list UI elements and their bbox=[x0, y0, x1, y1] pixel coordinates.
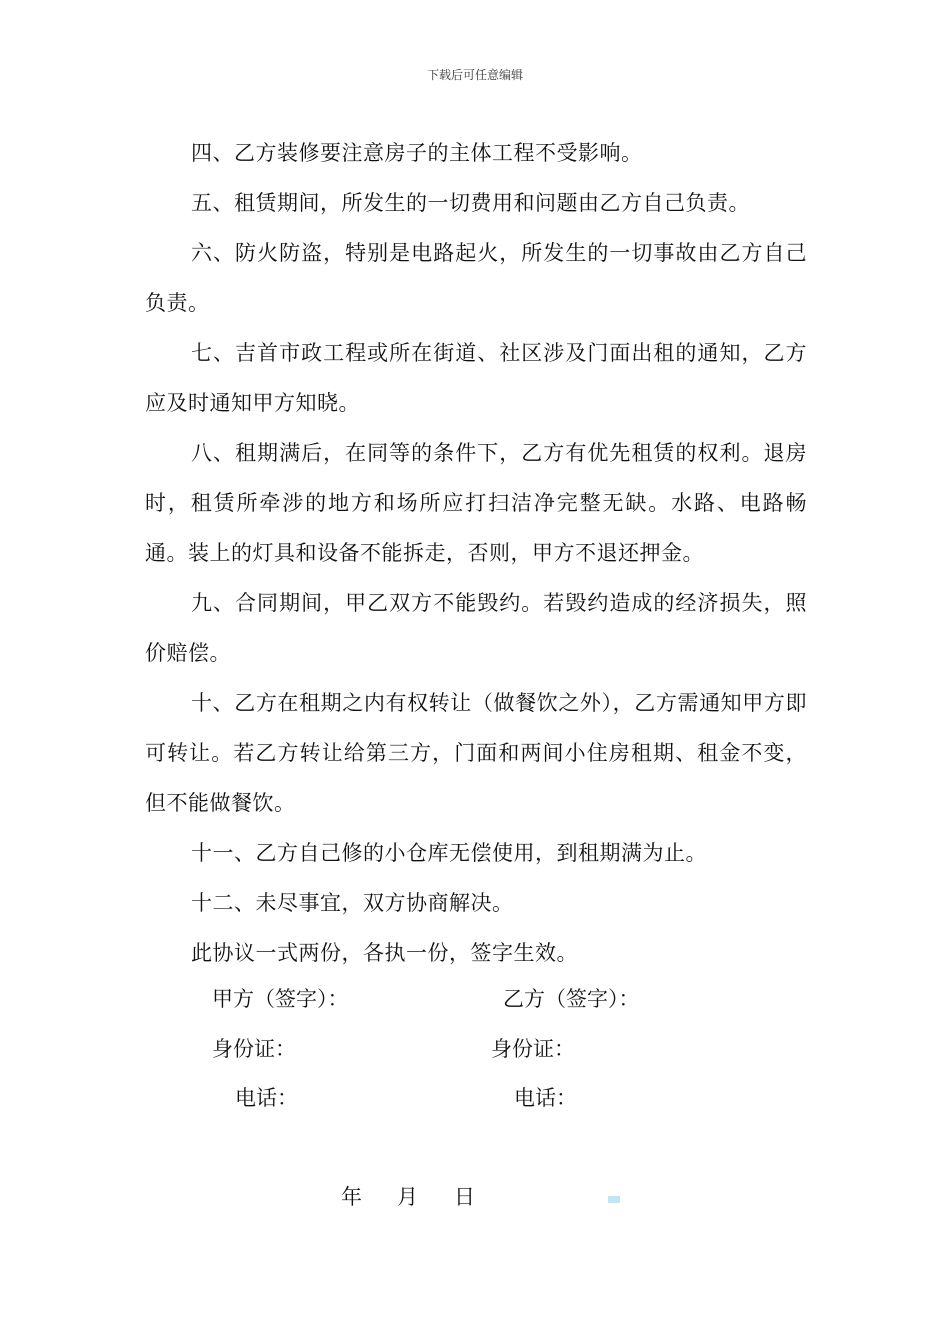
clause-8: 八、租期满后，在同等的条件下，乙方有优先租赁的权利。退房时，租赁所牵涉的地方和场所应打扫洁净完整无缺。水路、电路畅通。装上的灯具和设备不能拆走，否则，甲方不退还押金。 bbox=[145, 441, 807, 565]
clause-9: 九、合同期间，甲乙双方不能毁约。若毁约造成的经济损失，照价赔偿。 bbox=[145, 591, 807, 665]
page-header: 下载后可任意编辑 bbox=[426, 68, 523, 82]
contract-body bbox=[145, 128, 807, 978]
party-a-signature-label: 甲方（签字）： bbox=[212, 987, 349, 1011]
clause-5: 五、租赁期间，所发生的一切费用和问题由乙方自己负责。 bbox=[191, 191, 750, 215]
clause-4: 四、乙方装修要注意房子的主体工程不受影响。 bbox=[191, 141, 643, 165]
clause-11: 十一、乙方自己修的小仓库无偿使用，到租期满为止。 bbox=[191, 841, 707, 865]
party-a-phone-label: 电话： bbox=[235, 1086, 298, 1110]
marker-block bbox=[608, 1196, 620, 1203]
party-a-id-label: 身份证： bbox=[212, 1037, 296, 1061]
clause-12: 十二、未尽事宜，双方协商解决。 bbox=[191, 891, 514, 915]
date-day: 日 bbox=[454, 1185, 475, 1209]
clause-6: 六、防火防盗，特别是电路起火，所发生的一切事故由乙方自己负责。 bbox=[145, 241, 807, 315]
clause-7: 七、吉首市政工程或所在街道、社区涉及门面出租的通知，乙方应及时通知甲方知晓。 bbox=[145, 341, 807, 415]
clause-10: 十、乙方在租期之内有权转让（做餐饮之外），乙方需通知甲方即可转让。若乙方转让给第三方，门面和两间小住房租期、租金不变，但不能做餐饮。 bbox=[145, 691, 807, 815]
party-b-id-label: 身份证： bbox=[491, 1037, 575, 1061]
party-b-phone-label: 电话： bbox=[514, 1086, 577, 1110]
party-b-signature-label: 乙方（签字）： bbox=[503, 987, 640, 1011]
closing-statement: 此协议一式两份，各执一份，签字生效。 bbox=[191, 941, 578, 965]
date-year: 年 bbox=[341, 1185, 362, 1209]
date-month: 月 bbox=[397, 1185, 418, 1209]
